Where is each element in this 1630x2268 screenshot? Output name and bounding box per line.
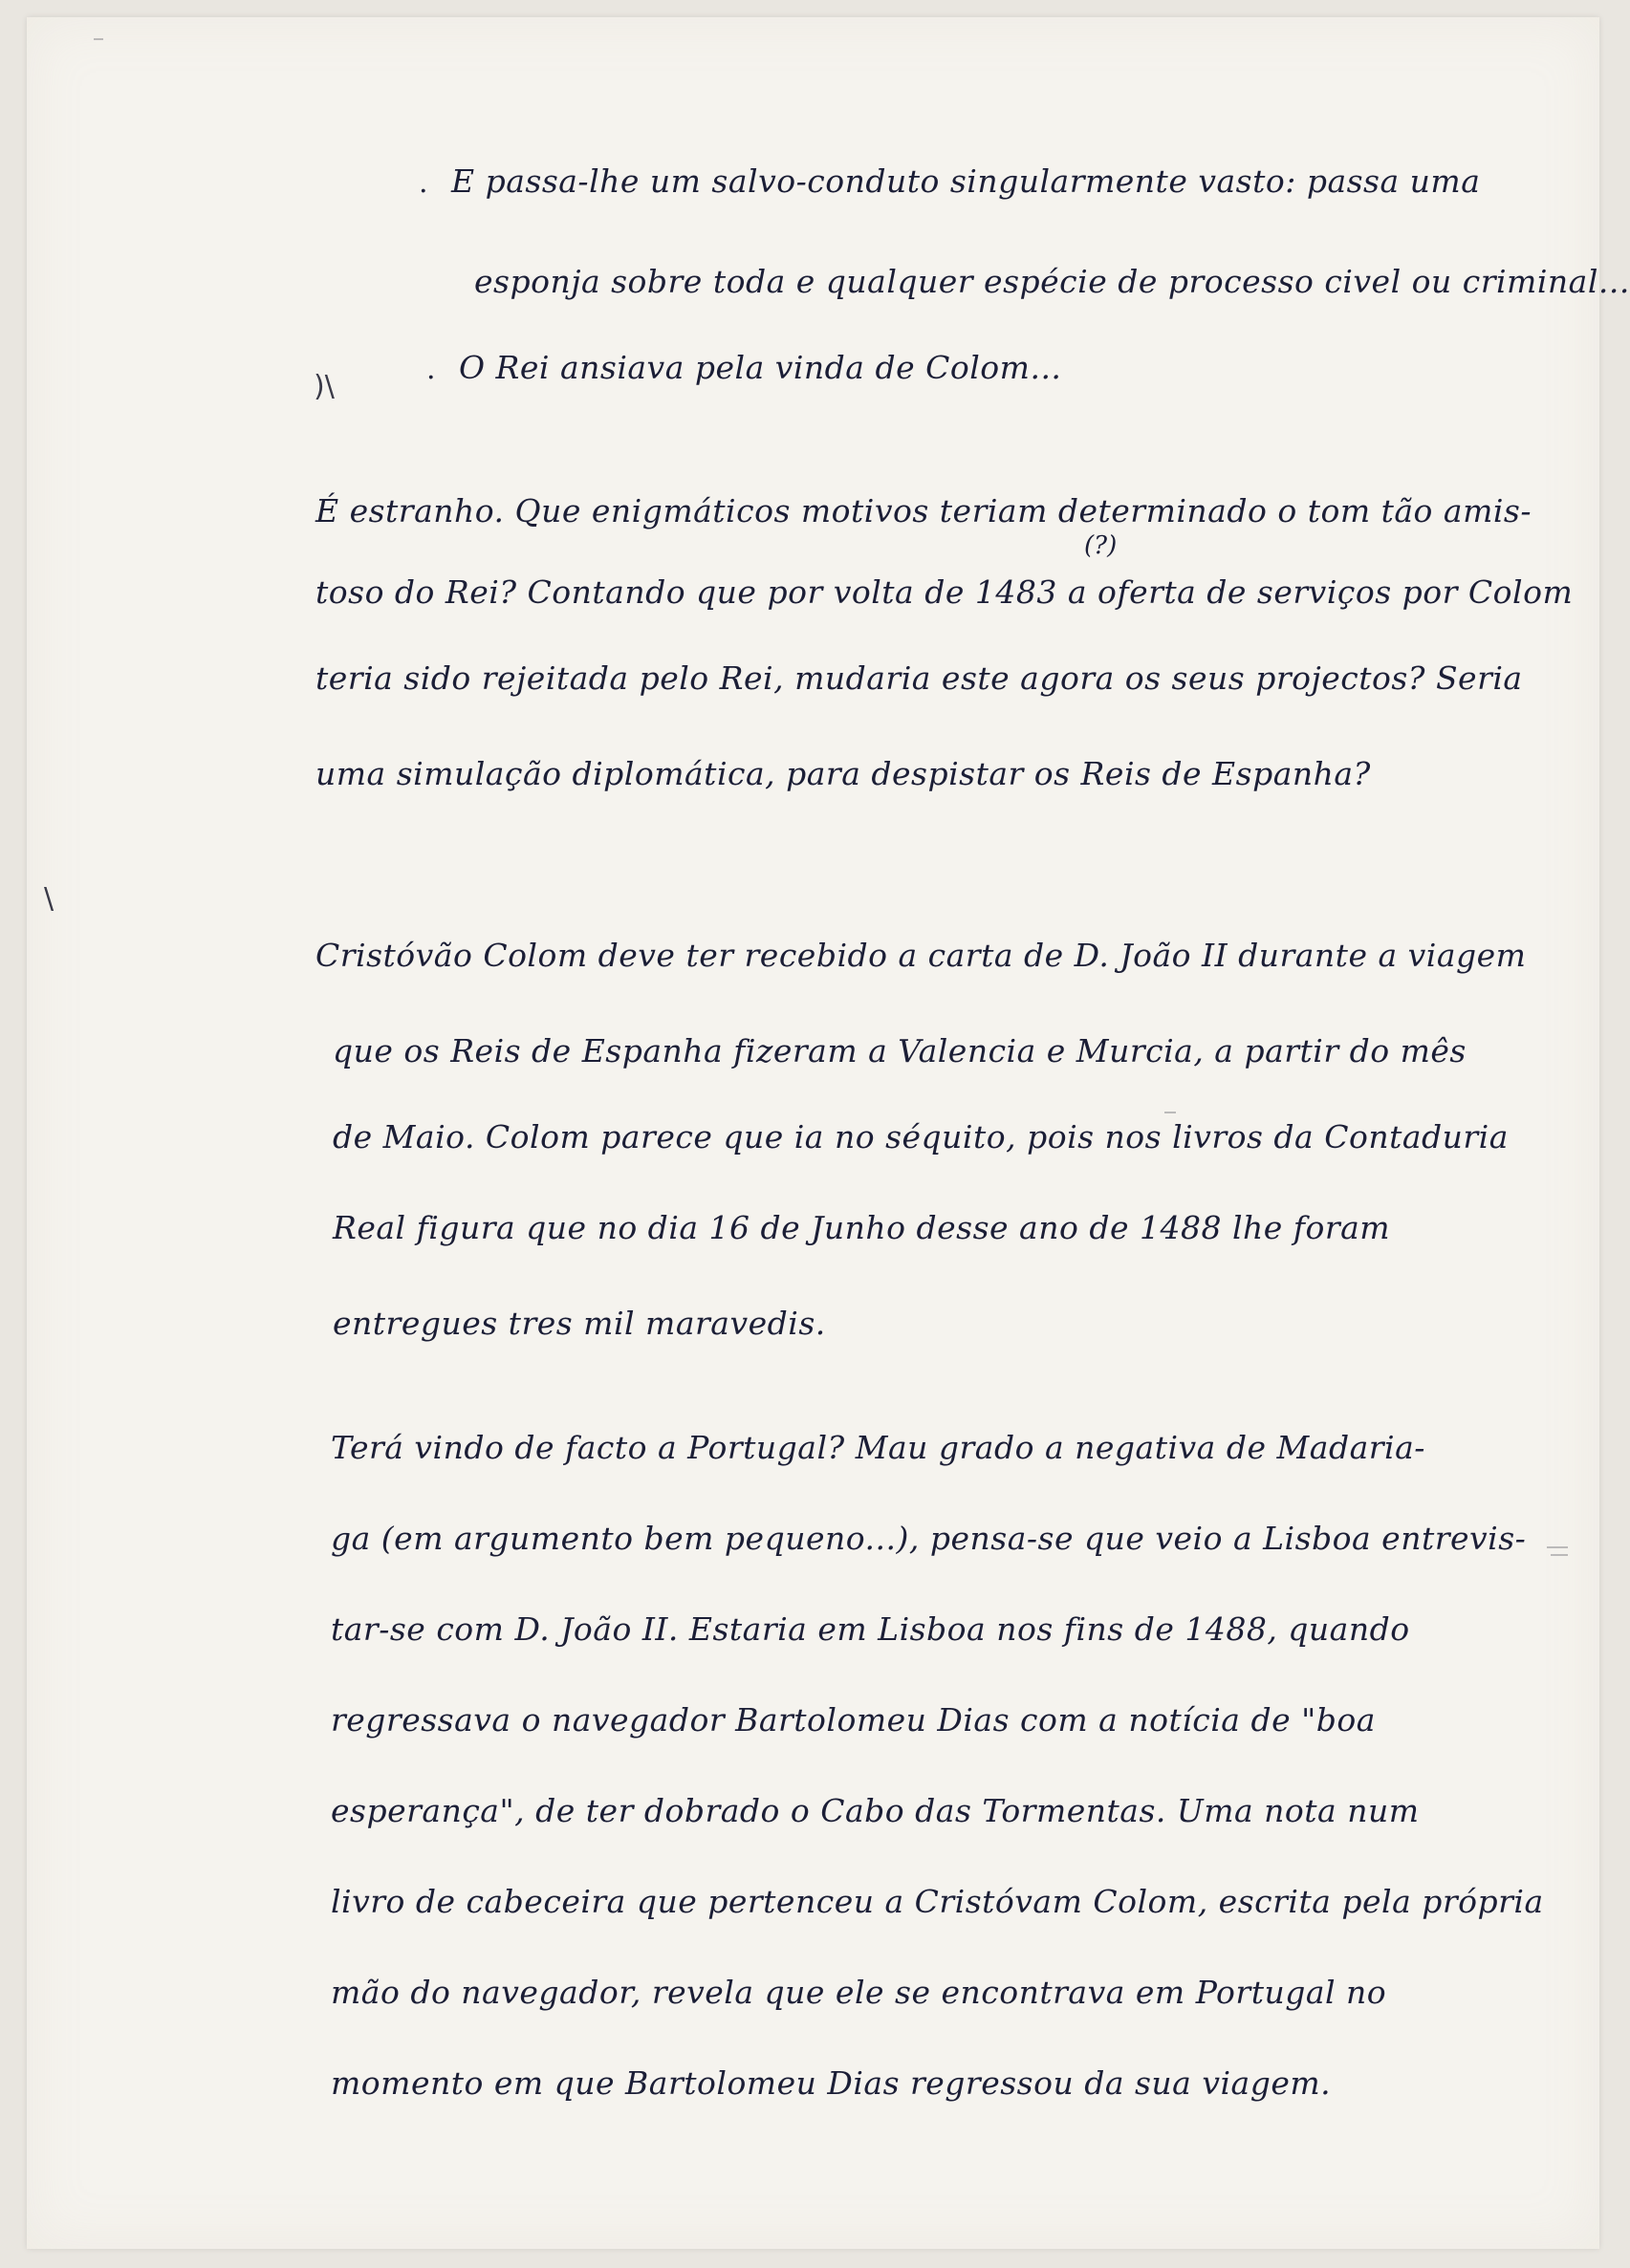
bullet-dot: . — [419, 166, 429, 200]
manuscript-line — [333, 1030, 1467, 1072]
paper-speck — [94, 38, 103, 40]
line-text: uma simulação diplomática, para despistar os Reis de Espanha? — [315, 755, 1371, 792]
margin-mark: \ — [44, 882, 54, 916]
line-text: Real figura que no dia 16 de Junho desse ano de 1488 lhe foram — [333, 1209, 1391, 1246]
line-text: E passa-lhe um salvo-conduto singularmente vasto: passa uma — [451, 162, 1481, 200]
bullet-dot: . — [426, 353, 437, 386]
manuscript-line — [315, 572, 1573, 614]
manuscript-line — [419, 161, 1480, 205]
line-text: teria sido rejeitada pelo Rei, mudaria este agora os seus projectos? Seria — [315, 659, 1523, 697]
manuscript-line — [474, 261, 1630, 303]
manuscript-line — [331, 1972, 1386, 2014]
manuscript-line — [315, 490, 1532, 532]
manuscript-line — [331, 1699, 1376, 1741]
line-text: É estranho. Que enigmáticos motivos teriam determinado o tom tão amis- — [315, 492, 1532, 529]
manuscript-line — [426, 347, 1061, 391]
line-text: tar-se com D. João II. Estaria em Lisboa nos fins de 1488, quando — [331, 1610, 1410, 1648]
manuscript-line — [315, 753, 1371, 795]
line-text: Terá vindo de facto a Portugal? Mau grado a negativa de Madaria- — [331, 1429, 1425, 1466]
line-text: esperança", de ter dobrado o Cabo das Tormentas. Uma nota num — [331, 1792, 1420, 1829]
manuscript-line — [315, 658, 1523, 700]
paper-speck — [1164, 1112, 1176, 1113]
line-text: que os Reis de Espanha fizeram a Valencia e Murcia, a partir do mês — [333, 1032, 1467, 1069]
question-annotation: (?) — [1084, 531, 1118, 560]
line-text: ga (em argumento bem pequeno...), pensa-se que veio a Lisboa entrevis- — [331, 1520, 1527, 1557]
line-text: Cristóvão Colom deve ter recebido a carta de D. João II durante a viagem — [315, 937, 1527, 974]
manuscript-line — [331, 1518, 1526, 1560]
line-text: regressava o navegador Bartolomeu Dias com a notícia de "boa — [331, 1701, 1376, 1739]
line-text: de Maio. Colom parece que ia no séquito, pois nos livros da Contaduria — [333, 1118, 1509, 1156]
manuscript-line — [331, 1790, 1420, 1832]
manuscript-page — [27, 17, 1630, 2249]
line-text: toso do Rei? Contando que por volta de 1483 a oferta de serviços por Colom — [315, 573, 1574, 611]
manuscript-line — [331, 2063, 1331, 2105]
line-text: momento em que Bartolomeu Dias regressou da sua viagem. — [331, 2064, 1332, 2102]
manuscript-line — [331, 1427, 1425, 1469]
manuscript-line — [315, 935, 1526, 977]
line-text: O Rei ansiava pela vinda de Colom... — [459, 349, 1062, 386]
manuscript-line — [331, 1609, 1410, 1651]
manuscript-line — [333, 1303, 826, 1345]
manuscript-line — [333, 1207, 1390, 1249]
line-text: livro de cabeceira que pertenceu a Cristóvam Colom, escrita pela própria — [331, 1883, 1544, 1920]
line-text: entregues tres mil maravedis. — [333, 1305, 826, 1342]
line-text: mão do navegador, revela que ele se encontrava em Portugal no — [331, 1974, 1387, 2011]
manuscript-line — [331, 1881, 1544, 1923]
margin-mark: )\ — [314, 370, 335, 403]
line-text: esponja sobre toda e qualquer espécie de processo civel ou criminal... — [474, 263, 1630, 300]
paper-speck — [1547, 1546, 1568, 1548]
manuscript-line — [333, 1116, 1509, 1158]
paper-speck — [1551, 1554, 1568, 1556]
